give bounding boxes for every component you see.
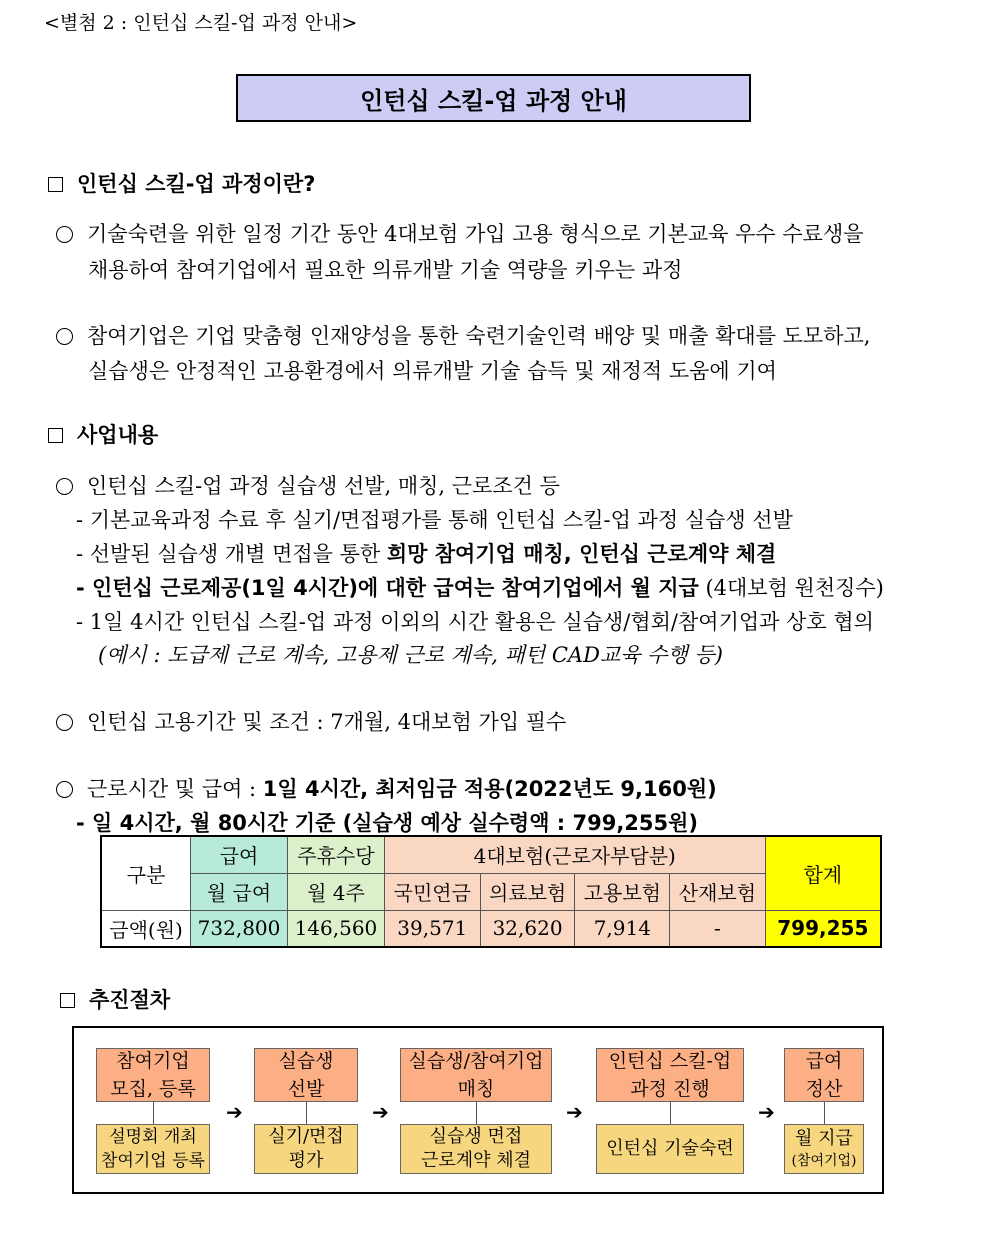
step5-bottom-box: 월 지급 (참여기업): [784, 1124, 864, 1174]
step2-bottom-box: 실기/면접 평가: [254, 1124, 358, 1174]
business-dash-2: - 선발된 실습생 개별 면접을 통한 희망 참여기업 매칭, 인턴십 근로계약 체결: [76, 542, 777, 566]
header-total: 합계: [765, 836, 881, 910]
step4-top-box: 인턴십 스킬-업 과정 진행: [596, 1048, 744, 1102]
value-pension: 39,571: [384, 910, 480, 947]
header-salary: 급여: [191, 836, 288, 873]
value-total: 799,255: [765, 910, 881, 947]
subheader-monthly-weeks: 월 4주: [287, 873, 384, 910]
step5-top-box: 급여 정산: [784, 1048, 864, 1102]
step1-bottom-box: 설명회 개최 참여기업 등록: [96, 1124, 210, 1174]
about-bullet-1: 기술숙련을 위한 일정 기간 동안 4대보험 가입 고용 형식으로 기본교육 우수 수료생을: [56, 218, 864, 248]
business-bullet-3: 근로시간 및 급여 : 1일 4시간, 최저임금 적용(2022년도 9,160원): [56, 773, 717, 803]
attachment-label: <별첨 2 : 인턴십 스킬-업 과정 안내>: [44, 12, 358, 34]
about-bullet-2: 참여기업은 기업 맞춤형 인재양성을 통한 숙련기술인력 배양 및 매출 확대를 도모하고,: [56, 320, 870, 350]
subheader-employment: 고용보험: [575, 873, 670, 910]
row-label-amount: 금액(원): [101, 910, 191, 947]
pay-table: [100, 835, 882, 948]
business-bullet-2: 인턴십 고용기간 및 조건 : 7개월, 4대보험 가입 필수: [56, 706, 566, 736]
square-bullet-icon: [48, 177, 63, 192]
business-dash-1: - 기본교육과정 수료 후 실기/면접평가를 통해 인턴십 스킬-업 과정 실습생 선발: [76, 508, 793, 532]
business-dash-4: - 1일 4시간 인턴십 스킬-업 과정 이외의 시간 활용은 실습생/협회/참여기업과 상호 협의: [76, 610, 874, 634]
circle-bullet-icon: [56, 478, 73, 495]
arrow-icon: ➔: [226, 1100, 243, 1124]
step2-top-box: 실습생 선발: [254, 1048, 358, 1102]
header-insurance: 4대보험(근로자부담분): [384, 836, 765, 873]
business-example: (예시 : 도급제 근로 계속, 고용제 근로 계속, 패턴 CAD교육 수행 등): [98, 643, 723, 667]
value-salary: 732,800: [191, 910, 288, 947]
subheader-industrial: 산재보험: [670, 873, 765, 910]
section-heading-business: 사업내용: [48, 419, 158, 449]
arrow-icon: ➔: [566, 1100, 583, 1124]
page-title: 인턴십 스킬-업 과정 안내: [236, 74, 751, 122]
square-bullet-icon: [48, 428, 63, 443]
section-heading-about: 인턴십 스킬-업 과정이란?: [48, 168, 315, 198]
business-bullet-1: 인턴십 스킬-업 과정 실습생 선발, 매칭, 근로조건 등: [56, 470, 560, 500]
subheader-monthly-salary: 월 급여: [191, 873, 288, 910]
business-dash-3: - 인턴십 근로제공(1일 4시간)에 대한 급여는 참여기업에서 월 지급 (4대보험 원천징수): [76, 576, 884, 600]
about-bullet-1-cont: 채용하여 참여기업에서 필요한 의류개발 기술 역량을 키우는 과정: [88, 258, 683, 282]
about-bullet-2-cont: 실습생은 안정적인 고용환경에서 의류개발 기술 습득 및 재정적 도움에 기여: [88, 359, 777, 383]
section-heading-procedure: 추진절차: [60, 984, 170, 1014]
value-weekly: 146,560: [287, 910, 384, 947]
step4-bottom-box: 인턴십 기술숙련: [596, 1124, 744, 1174]
circle-bullet-icon: [56, 714, 73, 731]
circle-bullet-icon: [56, 328, 73, 345]
subheader-pension: 국민연금: [384, 873, 480, 910]
arrow-icon: ➔: [758, 1100, 775, 1124]
business-dash-5: - 일 4시간, 월 80시간 기준 (실습생 예상 실수령액 : 799,255원): [76, 811, 699, 835]
step1-top-box: 참여기업 모집, 등록: [96, 1048, 210, 1102]
procedure-flow: [72, 1026, 884, 1194]
arrow-icon: ➔: [372, 1100, 389, 1124]
subheader-health: 의료보험: [480, 873, 575, 910]
value-health: 32,620: [480, 910, 575, 947]
step3-bottom-box: 실습생 면접 근로계약 체결: [400, 1124, 552, 1174]
circle-bullet-icon: [56, 781, 73, 798]
header-weekly-allowance: 주휴수당: [287, 836, 384, 873]
square-bullet-icon: [60, 993, 75, 1008]
step3-top-box: 실습생/참여기업 매칭: [400, 1048, 552, 1102]
header-category: 구분: [101, 836, 191, 910]
circle-bullet-icon: [56, 226, 73, 243]
value-industrial: -: [670, 910, 765, 947]
value-employment: 7,914: [575, 910, 670, 947]
